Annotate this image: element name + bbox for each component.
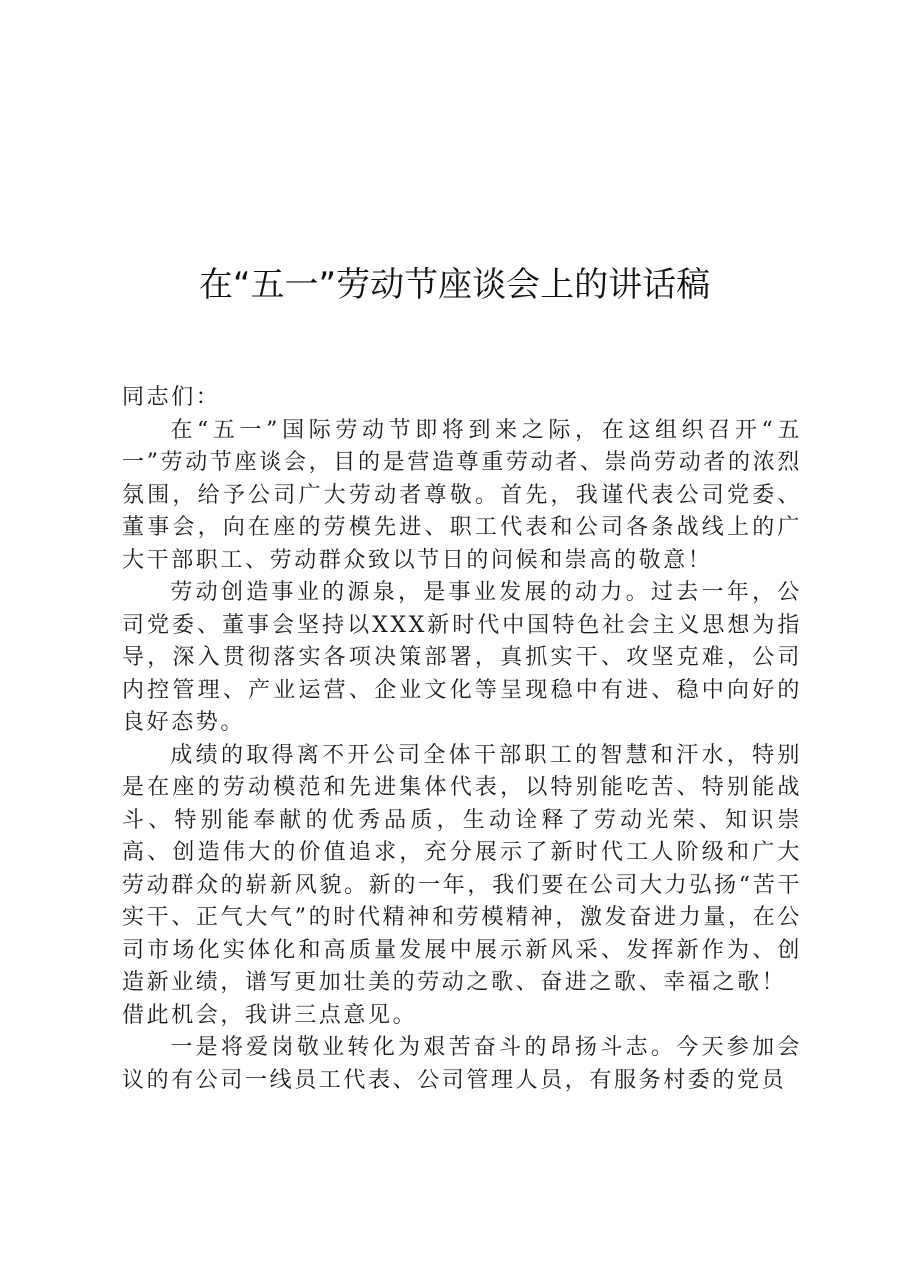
document-title: 在“五一”劳动节座谈会上的讲话稿	[198, 265, 711, 305]
paragraph-4: 借此机会，我讲三点意见。	[122, 1002, 418, 1028]
paragraph-3: 成绩的取得离不开公司全体干部职工的智慧和汗水，特别是在座的劳动模范和先进集体代表，以特别能吃苦、特别能战斗、特别能奉献的优秀品质，生动诠释了劳动光荣、知识崇高、创造伟大的价值追求，充分展示了新时代工人阶级和广大劳动群众的崭新风貌。新的一年，我们要在公司大力弘扬“苦干实干、正气大气”的时代精神和劳模精神，激发奋进力量，在公司市场化实体化和高质量发展中展示新风采、发挥新作为、创造新业绩，谱写更加壮美的劳动之歌、奋进之歌、幸福之歌！	[122, 742, 802, 995]
salutation: 同志们：	[122, 385, 221, 410]
document-body	[122, 382, 802, 1097]
paragraph-2: 劳动创造事业的源泉，是事业发展的动力。过去一年，公司党委、董事会坚持以XXX新时代中国特色社会主义思想为指导，深入贯彻落实各项决策部署，真抓实干、攻坚克难，公司内控管理、产业运营、企业文化等呈现稳中有进、稳中向好的良好态势。	[122, 580, 802, 735]
paragraph-5: 一是将爱岗敬业转化为艰苦奋斗的昂扬斗志。今天参加会议的有公司一线员工代表、公司管理人员，有服务村委的党员	[122, 1035, 802, 1093]
paragraph-1: 在“五一”国际劳动节即将到来之际，在这组织召开“五一”劳动节座谈会，目的是营造尊重劳动者、崇尚劳动者的浓烈氛围，给予公司广大劳动者尊敬。首先，我谨代表公司党委、董事会，向在座的劳模先进、职工代表和公司各条战线上的广大干部职工、劳动群众致以节日的问候和崇高的敬意！	[122, 417, 802, 573]
